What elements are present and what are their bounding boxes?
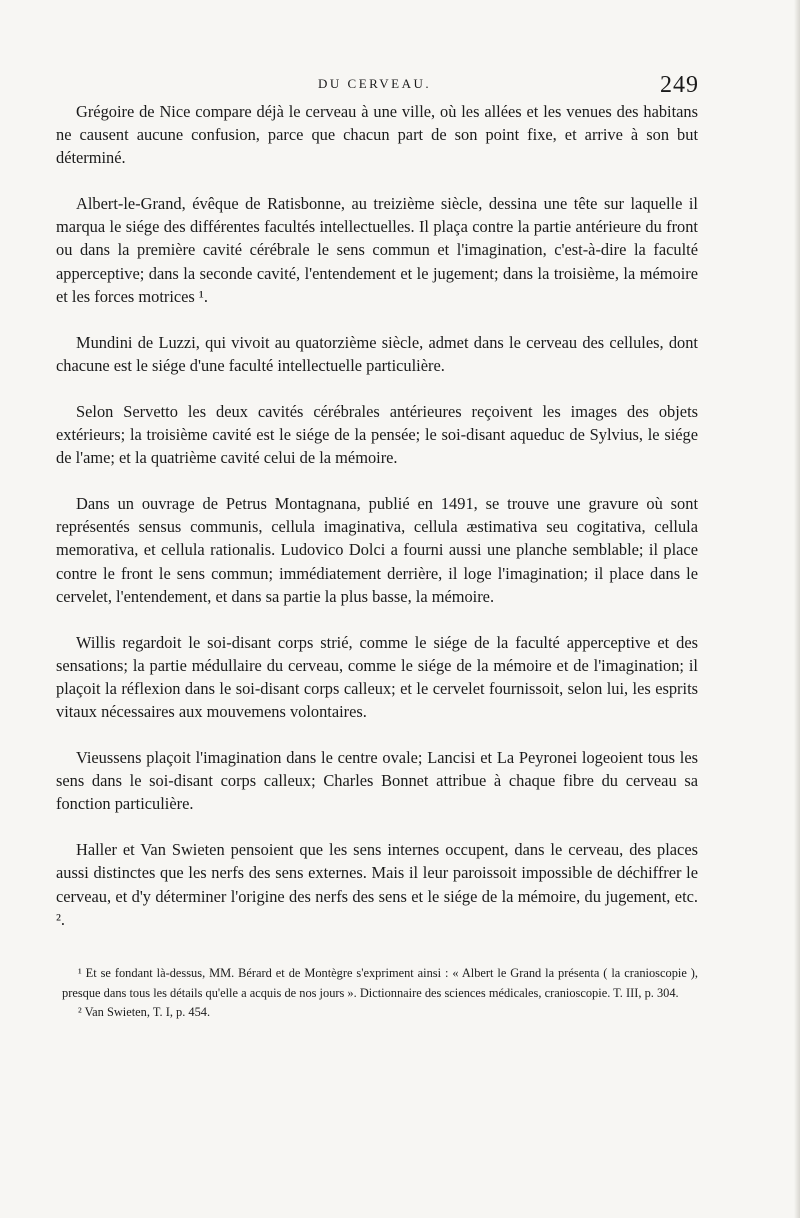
running-head (0, 72, 800, 102)
running-title: DU CERVEAU. (318, 76, 432, 91)
paragraph-vieussens: Vieussens plaçoit l'imagination dans le centre ovale; Lancisi et La Peyronei logeoient tous les sens dans le soi-disant corps calleux; Charles Bonnet attribue à chaque fibre du cerveau sa fonction particulière. (56, 748, 698, 814)
body-text (56, 100, 698, 954)
paragraph-servetto: Selon Servetto les deux cavités cérébrales antérieures reçoivent les images des objets extérieurs; la troisième cavité est le siége de la pensée; le soi-disant aqueduc de Sylvius, le siége de l'ame; et la quatrième cavité celui de la mémoire. (56, 401, 698, 468)
footnote-2: ² Van Swieten, T. I, p. 454. (78, 1005, 211, 1020)
paragraph-albert-le-grand: Albert-le-Grand, évêque de Ratisbonne, au treizième siècle, dessina une tête sur laquelle il marqua le siége des différentes facultés intellectuelles. Il plaça contre la partie antérieure du front ou dans la première cavité cérébrale le sens commun et l'imagination, c'est-à-dire la faculté apperceptive; dans la seconde cavité, l'entendement et le jugement; dans la troisième, la mémoire et les forces motrices ¹. (56, 194, 698, 306)
paragraph-mundini: Mundini de Luzzi, qui vivoit au quatorzième siècle, admet dans le cerveau des cellules, dont chacune est le siége d'une faculté intellectuelle particulière. (56, 332, 698, 375)
paragraph-montagnana: Dans un ouvrage de Petrus Montagnana, publié en 1491, se trouve une gravure où sont représentés sensus communis, cellula imaginativa, cellula æstimativa seu cogitativa, cellula memorativa, et cellula rationalis. Ludovico Dolci a fourni aussi une planche semblable; il place contre le front le sens commun; immédiatement derrière, il loge l'imagination; il place dans le cervelet, l'entendement, et dans sa partie la plus basse, la mémoire. (56, 494, 698, 606)
paragraph-gregoire: Grégoire de Nice compare déjà le cerveau à une ville, où les allées et les venues des habitans ne causent aucune confusion, parce que chacun part de son point fixe, et arrive à son but déterminé. (56, 102, 698, 168)
page-number: 249 (660, 72, 699, 98)
paragraph-willis: Willis regardoit le soi-disant corps strié, comme le siége de la faculté apperceptive et des sensations; la partie médullaire du cerveau, comme le siége de la mémoire et de l'imagination; il plaçoit la réflexion dans le soi-disant corps calleux; et le cervelet fournissoit, selon lui, les esprits vitaux nécessaires aux mouvemens volontaires. (56, 632, 698, 721)
footnote-1: ¹ Et se fondant là-dessus, MM. Bérard et de Montègre s'expriment ainsi : « Albert le Grand la présenta ( la cranioscopie ), presque dans tous les détails qu'elle a acquis de nos jours ». Dictionnaire des sciences médicales, cranioscopie. T. III, p. 304. (62, 966, 698, 1000)
paragraph-haller: Haller et Van Swieten pensoient que les sens internes occupent, dans le cerveau, des places aussi distinctes que les nerfs des sens externes. Mais il leur paroissoit impossible de déchiffrer le cerveau, et d'y déterminer l'origine des nerfs des sens et le siége de la mémoire, du jugement, etc. ². (56, 840, 698, 929)
page-edge-shadow (794, 0, 800, 1218)
footnotes (62, 964, 698, 1023)
